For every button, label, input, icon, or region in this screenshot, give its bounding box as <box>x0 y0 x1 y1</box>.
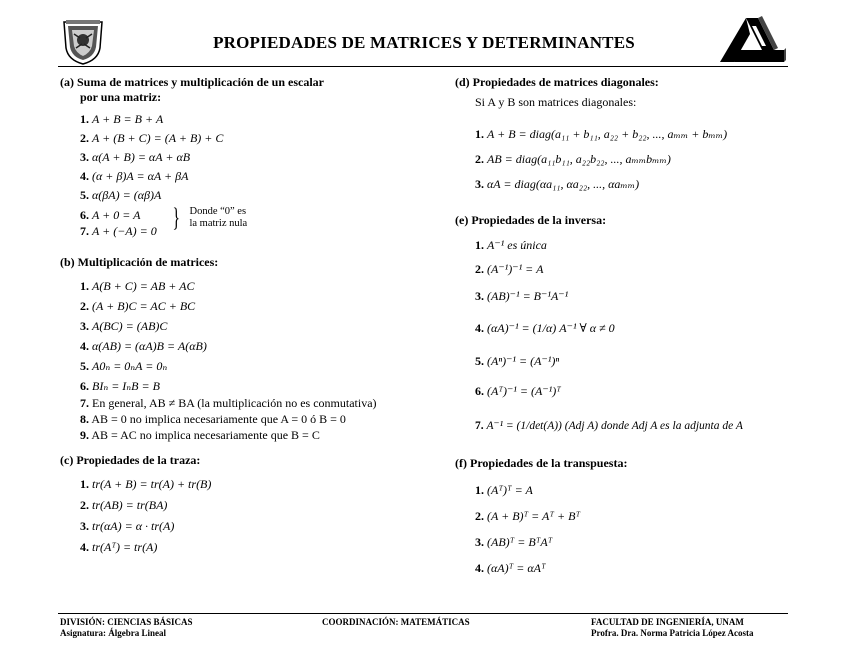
list-item: 6. A + 0 = A <box>80 208 141 222</box>
list-item: 4. α(AB) = (αA)B = A(αB) <box>80 339 207 353</box>
list-item: 4. (αA)⁻¹ = (1/α) A⁻¹ ∀ α ≠ 0 <box>475 321 615 335</box>
list-item: 3. αA = diag(αa₁₁, αa₂₂, ..., αaₘₘ) <box>475 177 640 191</box>
list-item: 5. α(βA) = (αβ)A <box>80 188 162 202</box>
list-item: 4. (αA)ᵀ = αAᵀ <box>475 561 546 575</box>
list-item: 2. (A + B)C = AC + BC <box>80 299 196 313</box>
list-item: 1. tr(A + B) = tr(A) + tr(B) <box>80 477 212 491</box>
list-item: 4. tr(Aᵀ) = tr(A) <box>80 540 158 554</box>
section-b-title: (b) Multiplicación de matrices: <box>60 255 219 269</box>
list-item: 6. (Aᵀ)⁻¹ = (A⁻¹)ᵀ <box>475 384 561 398</box>
list-item: 8. AB = 0 no implica necesariamente que A = 0 ó B = 0 <box>80 412 346 426</box>
null-matrix-note: } Donde “0” es la matriz nula <box>172 203 248 232</box>
footer-divider <box>58 613 788 614</box>
section-e-title: (e) Propiedades de la inversa: <box>455 213 607 227</box>
list-item: 1. A + B = diag(a₁₁ + b₁₁, a₂₂ + b₂₂, ..., aₘₘ + bₘₘ) <box>475 127 728 141</box>
brace-symbol: } <box>172 203 180 232</box>
header-divider <box>58 66 788 67</box>
footer-center: COORDINACIÓN: MATEMÁTICAS <box>322 617 470 627</box>
list-item: 2. (A⁻¹)⁻¹ = A <box>475 262 544 276</box>
list-item: 2. (A + B)ᵀ = Aᵀ + Bᵀ <box>475 509 581 523</box>
list-item: 7. En general, AB ≠ BA (la multiplicación no es conmutativa) <box>80 396 377 410</box>
list-item: 1. A(B + C) = AB + AC <box>80 279 195 293</box>
section-f-title: (f) Propiedades de la transpuesta: <box>455 456 628 470</box>
list-item: 3. A(BC) = (AB)C <box>80 319 168 333</box>
list-item: 3. (AB)⁻¹ = B⁻¹A⁻¹ <box>475 289 569 303</box>
list-item: 3. (AB)ᵀ = BᵀAᵀ <box>475 535 553 549</box>
list-item: 7. A⁻¹ = (1/det(A)) (Adj A) donde Adj A es la adjunta de A <box>475 420 743 432</box>
list-item: 2. tr(AB) = tr(BA) <box>80 498 168 512</box>
section-d-intro: Si A y B son matrices diagonales: <box>475 95 637 109</box>
list-item: 9. AB = AC no implica necesariamente que B = C <box>80 428 320 442</box>
footer-right: FACULTAD DE INGENIERÍA, UNAM Profra. Dra. Norma Patricia López Acosta <box>591 617 754 638</box>
footer-left: DIVISIÓN: CIENCIAS BÁSICAS Asignatura: Álgebra Lineal <box>60 617 193 638</box>
list-item: 2. AB = diag(a₁₁b₁₁, a₂₂b₂₂, ..., aₘₘbₘₘ) <box>475 152 671 166</box>
list-item: 7. A + (−A) = 0 <box>80 224 157 238</box>
list-item: 1. (Aᵀ)ᵀ = A <box>475 483 533 497</box>
list-item: 3. α(A + B) = αA + αB <box>80 150 191 164</box>
items-6-7-group <box>60 205 400 241</box>
section-c-title: (c) Propiedades de la traza: <box>60 453 201 467</box>
page-title: PROPIEDADES DE MATRICES Y DETERMINANTES <box>213 33 635 52</box>
list-item: 4. (α + β)A = αA + βA <box>80 169 189 183</box>
right-column <box>455 75 790 581</box>
list-item: 3. tr(αA) = α · tr(A) <box>80 519 175 533</box>
list-item: 6. BIₙ = IₙB = B <box>80 379 160 393</box>
list-item: 1. A + B = B + A <box>80 112 164 126</box>
section-a-title: (a) Suma de matrices y multiplicación de un escalar por una matriz: <box>60 75 324 104</box>
section-d-title: (d) Propiedades de matrices diagonales: <box>455 75 659 89</box>
list-item: 1. A⁻¹ es única <box>475 238 547 252</box>
list-item: 2. A + (B + C) = (A + B) + C <box>80 131 224 145</box>
list-item: 5. (Aⁿ)⁻¹ = (A⁻¹)ⁿ <box>475 354 560 368</box>
list-item: 5. A0ₙ = 0ₙA = 0ₙ <box>80 359 168 373</box>
left-column <box>60 75 400 558</box>
